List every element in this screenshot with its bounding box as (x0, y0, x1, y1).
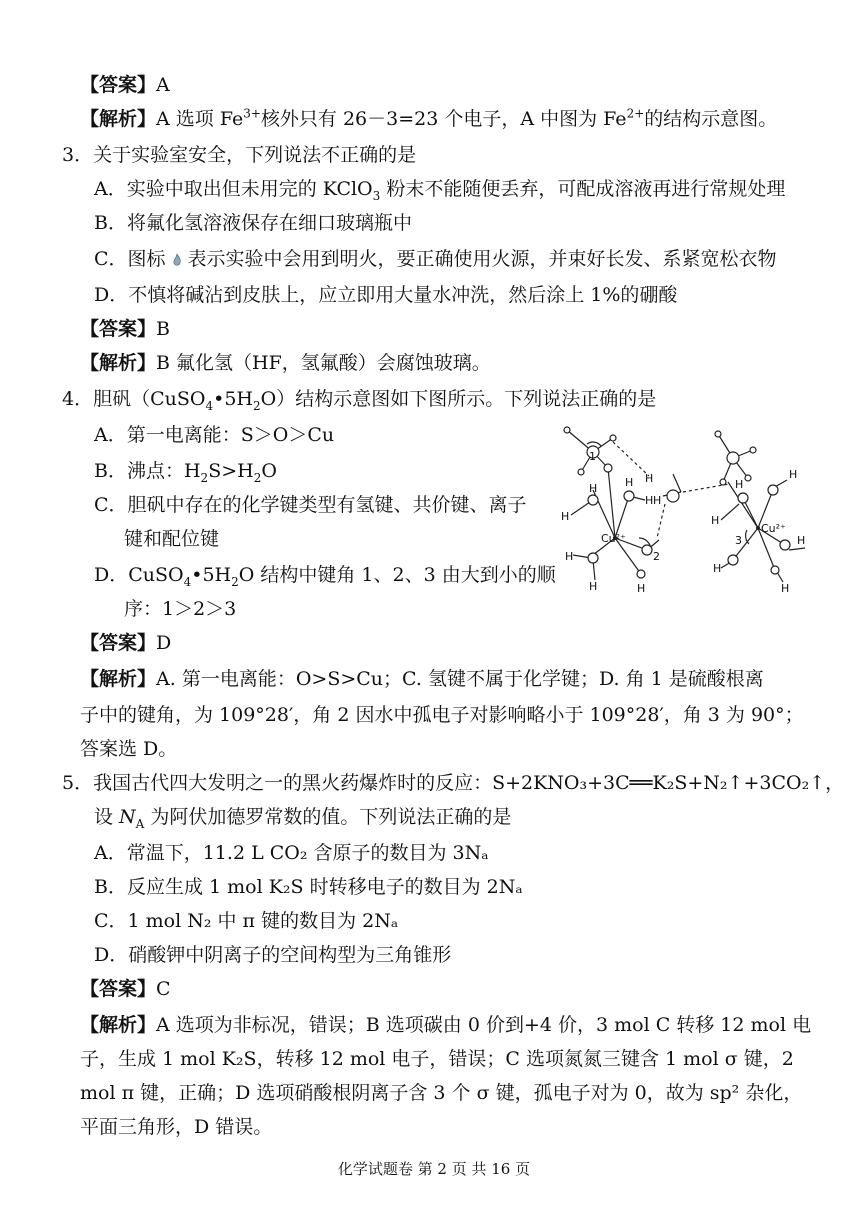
q2-answer: A (156, 74, 170, 96)
answer-label: 【答案】 (80, 632, 157, 654)
q3-analysis: B 氟化氢（HF，氢氟酸）会腐蚀玻璃。 (156, 352, 491, 374)
q4-stem (62, 384, 656, 414)
q2-analysis-a: A 选项 Fe (156, 108, 244, 130)
h-label: H (713, 562, 722, 575)
q3-opta-b: 粉末不能随便丢弃，可配成溶液再进行常规处理 (380, 178, 786, 200)
q4-analysis-line-3: 答案选 D。 (80, 738, 178, 760)
q4-optd-c: O 结构中键角 1、2、3 由大到小的顺 (238, 564, 556, 586)
q3-answer: B (156, 318, 170, 340)
q4-optb-a: B．沸点：H (94, 460, 201, 482)
q4-optd-a: D．CuSO (94, 564, 184, 586)
answer-label: 【答案】 (80, 978, 157, 1000)
q4-answer: D (156, 632, 172, 654)
h-label: H (589, 482, 598, 495)
q3-option-a (94, 174, 785, 204)
h-label: H (625, 476, 634, 489)
q4-answer-line (80, 628, 171, 658)
h-label: H (653, 494, 662, 507)
q4-analysis-1: A. 第一电离能：O>S>Cu；C. 氢键不属于化学键；D. 角 1 是硫酸根离 (156, 668, 764, 690)
q4-option-c-2: 键和配位键 (124, 528, 220, 550)
q2-answer-line (80, 70, 170, 100)
q4-stem-sub2: 2 (252, 398, 261, 413)
q4-option-d-1 (94, 560, 556, 590)
q2-analysis-c: 的结构示意图。 (644, 108, 778, 130)
q5-analysis-line-2: 子，生成 1 mol K₂S，转移 12 mol 电子，错误；C 选项氮氮三键含 1 mol σ 键，2 (80, 1048, 794, 1070)
q4-stem-sub1: 4 (205, 398, 214, 413)
q4-stem-b: •5H (213, 388, 253, 410)
answer-label: 【答案】 (80, 74, 157, 96)
h-label: H (589, 580, 598, 593)
q2-sup2: 2+ (626, 106, 645, 121)
q4-optb-b: S>H (208, 460, 254, 482)
h-label: H (711, 514, 720, 527)
q5-answer-line (80, 974, 171, 1004)
q3-optc-a: C．图标 (94, 248, 166, 270)
analysis-label: 【解析】 (80, 352, 157, 374)
q5-stem-2 (94, 802, 511, 832)
q5-answer: C (156, 978, 171, 1000)
q4-optb-sub2: 2 (253, 470, 262, 485)
q4-optb-c: O (261, 460, 277, 482)
q5-option-c: C．1 mol N₂ 中 π 键的数目为 2Nₐ (94, 910, 399, 932)
q4-optb-sub: 2 (200, 470, 209, 485)
analysis-label: 【解析】 (80, 108, 157, 130)
q4-analysis-line-2: 子中的键角，为 109°28′，角 2 因水中孤电子对影响略小于 109°28′，角 3 为 90°； (80, 704, 804, 726)
q5-analysis-line-1 (80, 1010, 811, 1040)
q3-opta-sub: 3 (372, 188, 381, 203)
q3-stem: 3．关于实验室安全，下列说法不正确的是 (62, 144, 417, 166)
cu-label-left: Cu²⁺ (601, 532, 626, 545)
h-label: H (781, 582, 790, 595)
q2-analysis-b: 核外只有 26－3=23 个电子，A 中图为 Fe (260, 108, 627, 130)
q4-option-c-1: C．胆矾中存在的化学键类型有氢键、共价键、离子 (94, 494, 527, 516)
q3-option-c (94, 244, 777, 274)
q3-option-b: B．将氟化氢溶液保存在细口玻璃瓶中 (94, 212, 412, 234)
q5-option-d: D．硝酸钾中阴离子的空间构型为三角锥形 (94, 944, 452, 966)
q3-optc-b: 表示实验中会用到明火，要正确使用火源，并束好长发、系紧宽松衣物 (187, 248, 777, 270)
q4-stem-c: O）结构示意图如下图所示。下列说法正确的是 (260, 388, 657, 410)
h-label: H (645, 494, 654, 507)
q5-stem2-na: N (119, 806, 136, 828)
q4-stem-a: 4．胆矾（CuSO (62, 388, 206, 410)
h-label: H (735, 478, 744, 491)
q3-analysis-line (80, 348, 491, 378)
q4-analysis-line-1 (80, 664, 764, 694)
h-label: H (637, 582, 646, 595)
q4-optd-sub2: 2 (231, 574, 239, 589)
q3-opta-a: A．实验中取出但未用完的 KClO (94, 178, 373, 200)
q4-optd-sub: 4 (183, 574, 192, 589)
q4-optd-b: •5H (191, 564, 232, 586)
q3-answer-line (80, 314, 170, 344)
angle-1-label: 1 (589, 450, 596, 463)
flame-icon (172, 253, 182, 267)
q5-analysis-line-3: mol π 键，正确；D 选项硝酸根阴离子含 3 个 σ 键，孤电子对为 0，故为 sp² 杂化， (80, 1082, 803, 1104)
analysis-label: 【解析】 (80, 1014, 157, 1036)
answer-label: 【答案】 (80, 318, 157, 340)
analysis-label: 【解析】 (80, 668, 157, 690)
q5-analysis-line-4: 平面三角形，D 错误。 (80, 1116, 273, 1138)
cuso4-structure-diagram (553, 420, 815, 600)
q4-option-d-2: 序：1＞2＞3 (124, 598, 237, 620)
h-label: H (565, 550, 574, 563)
q5-option-a: A．常温下，11.2 L CO₂ 含原子的数目为 3Nₐ (94, 842, 489, 864)
h-label: H (645, 472, 654, 485)
q5-stem2-sub: A (135, 816, 145, 831)
h-label: H (561, 510, 570, 523)
page-footer: 化学试题卷 第 2 页 共 16 页 (337, 1160, 531, 1178)
angle-3-label: 3 (735, 534, 742, 547)
q5-option-b: B．反应生成 1 mol K₂S 时转移电子的数目为 2Nₐ (94, 876, 523, 898)
q5-analysis-1: A 选项为非标况，错误；B 选项碳由 0 价到+4 价，3 mol C 转移 12 mol 电 (156, 1014, 812, 1036)
q2-analysis-line (80, 104, 777, 134)
h-label: H (797, 534, 806, 547)
q5-stem-1: 5．我国古代四大发明之一的黑火药爆炸时的反应：S+2KNO₃+3C══K₂S+N₂↑+3CO₂↑， (62, 772, 845, 794)
cu-label-right: Cu²⁺ (761, 522, 786, 535)
q3-option-d: D．不慎将碱沾到皮肤上，应立即用大量水冲洗，然后涂上 1%的硼酸 (94, 284, 678, 306)
q5-stem2-a: 设 (94, 806, 120, 828)
q4-option-a: A．第一电离能：S＞O＞Cu (94, 424, 335, 446)
q4-option-b (94, 456, 277, 486)
h-label: H (789, 468, 798, 481)
angle-2-label: 2 (653, 550, 660, 563)
q2-sup1: 3+ (243, 106, 261, 121)
q5-stem2-b: 为阿伏加德罗常数的值。下列说法正确的是 (144, 806, 512, 828)
